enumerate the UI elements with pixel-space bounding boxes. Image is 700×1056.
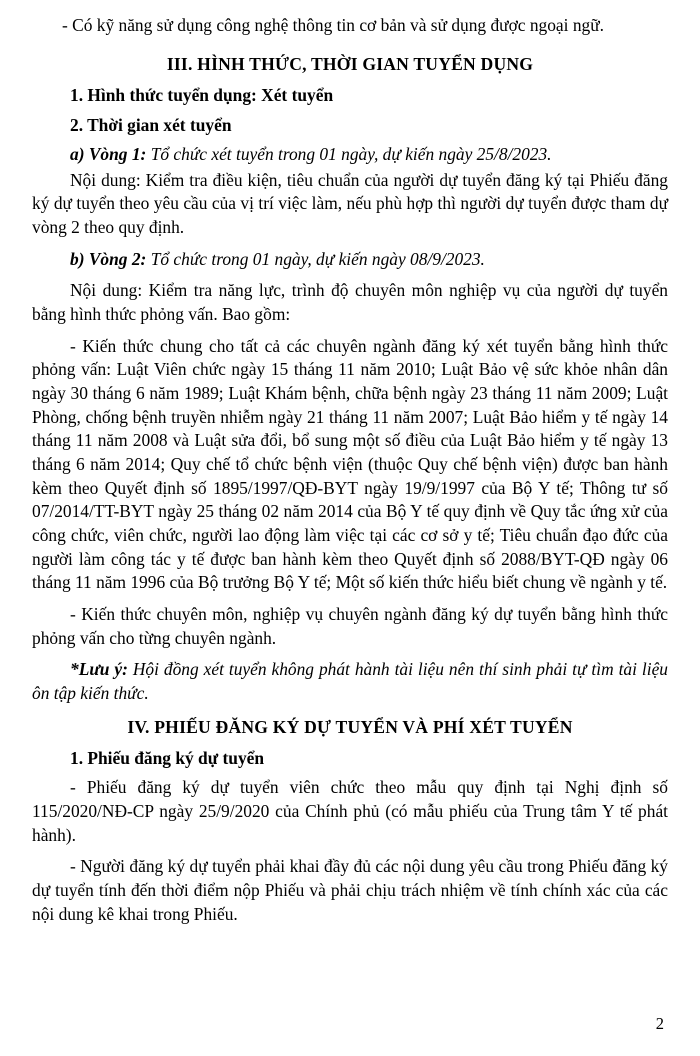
text-vong-1: Tổ chức xét tuyển trong 01 ngày, dự kiến ngày 25/8/2023. [146,144,552,165]
paragraph-kien-thuc-chuyen-mon: - Kiến thức chuyên môn, nghiệp vụ chuyên ngành đăng ký dự tuyển bằng hình thức phỏng vấn cho từng chuyên ngành. [32,604,668,648]
paragraph-noi-dung-vong-2: Nội dung: Kiểm tra năng lực, trình độ chuyên môn nghiệp vụ của người dự tuyển bằng hình thức phỏng vấn. Bao gồm: [32,280,668,324]
subheading-hinh-thuc-tuyen-dung: 1. Hình thức tuyển dụng: Xét tuyển [70,85,334,106]
spacer [32,39,668,43]
page-number: 2 [655,1014,664,1033]
subheading-phieu-dang-ky-du-tuyen: 1. Phiếu đăng ký dự tuyển [70,747,265,768]
paragraph-skills: - Có kỹ năng sử dụng công nghệ thông tin cơ bản và sử dụng được ngoại ngữ. [62,15,604,35]
paragraph-vong-2 [32,248,668,272]
paragraph-kien-thuc-chung: - Kiến thức chung cho tất cả các chuyên ngành đăng ký xét tuyển bằng hình thức phỏng vấn: Luật Viên chức ngày 15 tháng 11 năm 2010; Luật Bảo vệ sức khỏe nhân dân ngày 30 tháng 6 năm 1989; Luật Khám bệnh, chữa bệnh ngày 23 tháng 11 năm 2009; Luật Phòng, chống bệnh truyền nhiễm ngày 21 tháng 11 năm 2007; Luật Bảo hiểm y tế ngày 14 tháng 11 năm 2008 và Luật sửa đổi, bổ sung một số điều của Luật Bảo hiểm y tế ngày 13 tháng 6 năm 2014; Quy chế tổ chức bệnh viện (thuộc Quy chế bệnh viện) được ban hành kèm theo Quyết định số 1895/1997/QĐ-BYT ngày 19/9/1997 của Bộ Y tế; Thông tư số 07/2014/TT-BYT ngày 25 tháng 02 năm 2014 của Bộ Y tế quy định về Quy tắc ứng xử của công chức, viên chức, người lao động làm việc tại các cơ sở y tế; Tiêu chuẩn đạo đức của người làm công tác y tế được ban hành kèm theo Quyết định số 2088/BYT-QĐ ngày 06 tháng 11 năm 1996 của Bộ trưởng Bộ Y tế; Một số kiến thức hiểu biết chung về ngành y tế. [32,335,668,593]
paragraph-noi-dung-vong-1: Nội dung: Kiểm tra điều kiện, tiêu chuẩn của người dự tuyển đăng ký tại Phiếu đăng ký dự tuyển theo yêu cầu của vị trí việc làm, nếu phù hợp thì người dự tuyển được tham dự vòng 2 theo quy định. [32,169,668,237]
paragraph-phieu-mau: - Phiếu đăng ký dự tuyển viên chức theo mẫu quy định tại Nghị định số 115/2020/NĐ-CP ngày 25/9/2020 của Chính phủ (có mẫu phiếu của Trung tâm Y tế phát hành). [32,777,668,845]
text-luu-y: Hội đồng xét tuyển không phát hành tài liệu nên thí sinh phải tự tìm tài liệu ôn tập kiến thức. [32,659,668,704]
subheading-thoi-gian-xet-tuyen: 2. Thời gian xét tuyển [70,114,232,135]
label-vong-2: b) Vòng 2: [70,248,147,269]
paragraph-luu-y [32,658,668,705]
section-heading-iii: III. HÌNH THỨC, THỜI GIAN TUYỂN DỤNG [166,54,534,75]
paragraph-vong-1 [32,143,668,167]
paragraph-khai-phieu: - Người đăng ký dự tuyển phải khai đầy đủ các nội dung yêu cầu trong Phiếu đăng ký dự tuyển tính đến thời điểm nộp Phiếu và phải chịu trách nhiệm về tính chính xác của các nội dung kê khai trong Phiếu. [32,856,668,924]
label-luu-y: *Lưu ý: [70,659,128,680]
text-vong-2: Tổ chức trong 01 ngày, dự kiến ngày 08/9/2023. [146,248,485,269]
label-vong-1: a) Vòng 1: [70,144,147,165]
section-heading-iv: IV. PHIẾU ĐĂNG KÝ DỰ TUYỂN VÀ PHÍ XÉT TUYỂN [127,716,573,737]
